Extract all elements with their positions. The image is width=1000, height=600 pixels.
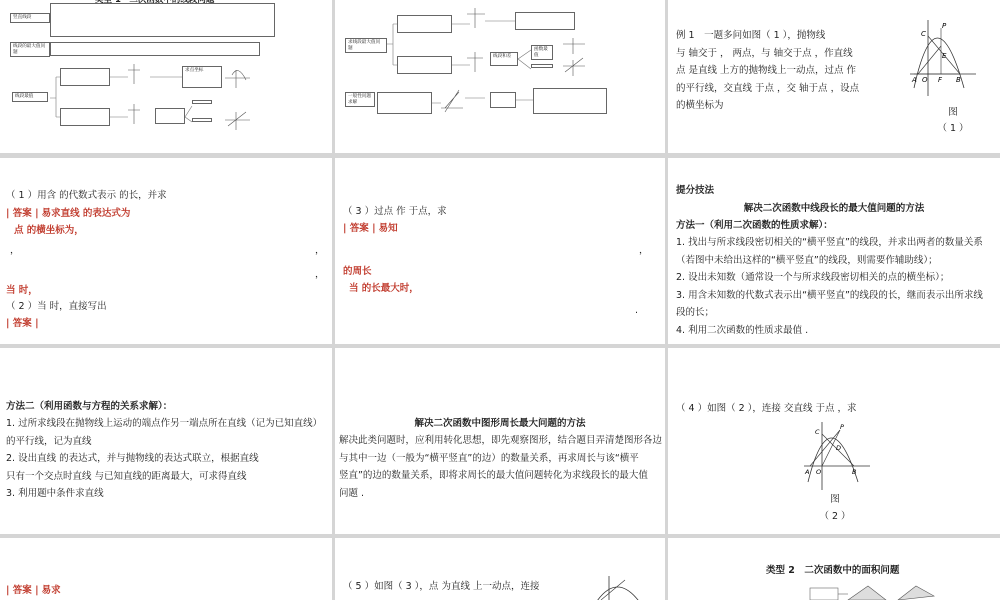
method-body: 问题 . — [339, 487, 365, 499]
method-step: 2. 设出直线 的表达式，并与抛物线的表达式联立，根据直线 — [6, 453, 259, 465]
period: . — [635, 305, 639, 316]
mindmap-box: 竖直线段 — [10, 13, 50, 23]
figure-3-parabola — [591, 574, 651, 600]
question-2: （ 2 ）当 时，直接写出 — [6, 301, 107, 312]
point-label: F — [938, 76, 943, 84]
slide-8-thumbnail[interactable] — [335, 348, 665, 534]
point-label: E — [942, 52, 947, 60]
comma: ， — [315, 245, 325, 256]
question-1: （ 1 ）用含 的代数式表示 的长，并求 — [6, 190, 167, 201]
answer-text: 易求直线 的表达式为 — [41, 208, 131, 219]
point-label: B — [852, 468, 857, 476]
method-step: 4. 利用二次函数的性质求最值 . — [676, 324, 809, 336]
point-label: D — [836, 444, 842, 452]
point-label: B — [956, 76, 961, 84]
slide-12-title: 类型 2 二次函数中的面积问题 — [766, 565, 900, 576]
example-line: 的横坐标为 — [676, 100, 724, 112]
point-label: O — [816, 468, 822, 476]
mindmap-box: 求点坐标 — [182, 66, 222, 88]
mindmap-box: 线段最值 — [12, 92, 48, 102]
answer-label: | 答案 | — [6, 318, 39, 329]
slide-2-thumbnail[interactable] — [335, 0, 665, 153]
point-label: P — [942, 22, 947, 30]
slide-10-thumbnail[interactable] — [0, 538, 332, 600]
example-line: 点 是直线 上方的抛物线上一动点，过点 作 — [676, 65, 857, 77]
method-step: 只有一个交点时直线 与已知直线的距离最大，可求得直线 — [6, 470, 247, 482]
answer-text: 的周长 — [343, 266, 372, 277]
slide-9-thumbnail[interactable] — [668, 348, 1000, 534]
answer-text: 易求 — [41, 585, 61, 596]
answer-label: | 答案 | — [343, 223, 376, 234]
method-step: 1. 找出与所求线段密切相关的“横平竖直”的线段，并求出两者的数量关系 — [676, 237, 983, 248]
tips-heading: 提分技法 — [676, 185, 715, 196]
figure-1-parabola — [908, 18, 978, 98]
slide-6-thumbnail[interactable] — [668, 158, 1000, 344]
comma: ， — [639, 245, 649, 256]
figure-2-parabola — [802, 420, 872, 492]
method-step: 3. 利用题中条件求直线 — [6, 488, 104, 500]
point-label: P — [840, 423, 844, 431]
answer-text: 易知 — [378, 223, 398, 234]
method-step: 2. 设出未知数（通常设一个与所求线段密切相关的点的横坐标）； — [676, 272, 950, 284]
method-step: （若图中未给出这样的“横平竖直”的线段，则需要作辅助线）； — [676, 254, 938, 266]
answer-text: 当 的长最大时， — [349, 283, 419, 294]
method-body: 与其中一边（一般为“横平竖直”的边）的数量关系，再求周长与该“横平 — [339, 452, 639, 464]
slide-1-thumbnail[interactable] — [0, 0, 332, 153]
method-step: 1. 过所求线段在抛物线上运动的端点作另一端点所在直线（记为已知直线） — [6, 418, 323, 429]
point-label: C — [815, 428, 820, 436]
point-label: O — [922, 76, 928, 84]
point-label: A — [805, 468, 810, 476]
method-1-heading: 方法一（利用二次函数的性质求解）： — [676, 220, 833, 231]
question-4: （ 4 ）如图（ 2 ），连接 交直线 于点 ，求 — [676, 403, 857, 414]
method-body: 解决此类问题时，应利用转化思想，即先观察图形，结合题目弄清楚图形各边 — [339, 435, 663, 446]
example-line: 的平行线，交直线 于点 ，交 轴于点 ，设点 — [676, 82, 860, 94]
figure-number: （ 1 ） — [937, 123, 969, 134]
answer-label: | 答案 | — [6, 208, 39, 219]
mindmap-box: 线段和差 — [490, 52, 518, 66]
point-label: A — [912, 76, 917, 84]
example-line: 与 轴交于 ， 两点，与 轴交于点 ，作直线 — [676, 47, 853, 59]
method-2-heading: 方法二（利用函数与方程的关系求解）： — [6, 401, 173, 412]
figure-caption: 图 — [830, 494, 840, 505]
comma: ， — [315, 269, 325, 280]
mindmap-connectors — [0, 0, 332, 153]
mindmap-preview — [808, 582, 938, 600]
method-step: 3. 用含未知数的代数式表示出“横平竖直”的线段的长，继而表示出所求线 — [676, 289, 983, 301]
method-title: 解决二次函数中线段长的最大值问题的方法 — [743, 203, 925, 214]
method-step: 段的长； — [676, 307, 715, 319]
answer-label: | 答案 | — [6, 585, 39, 596]
example-line: 例 1 一题多问如图（ 1 ），抛物线 — [676, 30, 826, 41]
slide-7-thumbnail[interactable] — [0, 348, 332, 534]
answer-text: 当 时， — [6, 285, 38, 296]
mindmap-box: 求线段最大值问题 — [345, 38, 387, 53]
slide-12-thumbnail[interactable] — [668, 538, 1000, 600]
point-label: C — [921, 30, 926, 38]
mindmap-connectors — [335, 0, 665, 153]
figure-caption: 图 — [948, 107, 958, 118]
slide-11-thumbnail[interactable] — [335, 538, 665, 600]
mindmap-box: 函数最值 — [531, 45, 553, 60]
answer-text: 点 的横坐标为， — [14, 225, 84, 236]
method-body: 竖直”的边的数量关系，即将求周长的最大值问题转化为求线段长的最大值 — [339, 470, 648, 482]
mindmap-box: 线段的最大值问题 — [10, 42, 50, 57]
method-step: 的平行线，记为直线 — [6, 435, 92, 447]
slide-5-thumbnail[interactable] — [335, 158, 665, 344]
slide-3-thumbnail[interactable] — [668, 0, 1000, 153]
mindmap-box: 一般性问题求解 — [345, 92, 375, 107]
slide-4-thumbnail[interactable] — [0, 158, 332, 344]
question-3: （ 3 ）过点 作 于点，求 — [343, 206, 447, 217]
comma: ， — [10, 245, 20, 256]
question-5: （ 5 ）如图（ 3 ），点 为直线 上一动点，连接 — [343, 581, 540, 592]
figure-number: （ 2 ） — [819, 511, 851, 522]
method-title: 解决二次函数中图形周长最大问题的方法 — [414, 418, 586, 429]
